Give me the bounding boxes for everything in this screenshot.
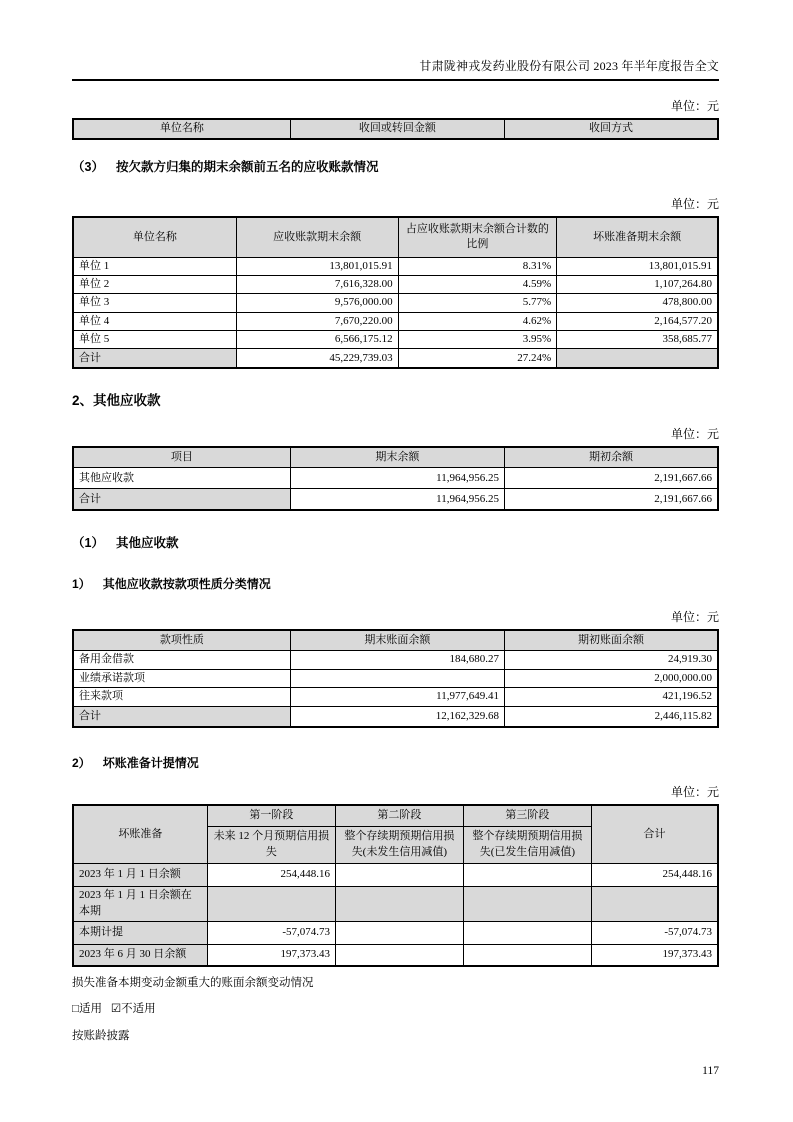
column-header: 应收账款期末余额 xyxy=(236,217,398,257)
corner-header: 坏账准备 xyxy=(73,805,207,863)
column-header: 收回方式 xyxy=(504,119,718,139)
applicable-checkbox-label: □适用 xyxy=(72,1003,102,1016)
other-receivables-heading: 2、其他应收款 xyxy=(72,392,161,408)
table-header-row xyxy=(73,119,718,139)
row-label-cell: 本期计提 xyxy=(73,921,207,944)
amount-cell xyxy=(207,886,335,921)
change-note: 损失准备本期变动金额重大的账面余额变动情况 xyxy=(72,977,314,990)
unit-label: 单位：元 xyxy=(670,99,719,113)
recovery-table xyxy=(72,118,719,140)
table-row xyxy=(73,669,718,687)
row-label-cell: 2023 年 6 月 30 日余额 xyxy=(73,944,207,966)
top5-section-heading xyxy=(72,157,719,175)
entity-cell: 单位 4 xyxy=(73,312,236,330)
column-header: 项目 xyxy=(73,447,290,468)
total-cell: -57,074.73 xyxy=(592,921,718,944)
column-header: 坏账准备期末余额 xyxy=(557,217,718,257)
amount-cell: 6,566,175.12 xyxy=(236,331,398,349)
unit-label: 单位：元 xyxy=(670,609,719,624)
provision-cell: 358,685.77 xyxy=(557,331,718,349)
item-cell: 往来款项 xyxy=(73,688,290,706)
applicability-line xyxy=(72,1000,719,1016)
table-header-row xyxy=(73,805,718,826)
column-header: 期初余额 xyxy=(504,447,718,468)
amount-cell: 45,229,739.03 xyxy=(236,349,398,368)
ratio-cell: 4.62% xyxy=(398,312,557,330)
ratio-cell: 4.59% xyxy=(398,275,557,293)
provision-cell: 1,107,264.80 xyxy=(557,275,718,293)
other-receivables-summary-table xyxy=(72,446,719,511)
provision-cell: 2,164,577.20 xyxy=(557,312,718,330)
amount-cell: -57,074.73 xyxy=(207,921,335,944)
stage-subheader: 整个存续期预期信用损失(已发生信用减值) xyxy=(463,826,591,863)
unit-label: 单位：元 xyxy=(670,426,719,441)
stage-header: 第三阶段 xyxy=(463,805,591,826)
amount-cell xyxy=(336,886,464,921)
nature-classification-table xyxy=(72,629,719,728)
amount-cell: 421,196.52 xyxy=(504,688,718,706)
column-header: 款项性质 xyxy=(73,630,290,651)
total-label-cell: 合计 xyxy=(73,706,290,727)
table-row xyxy=(73,468,718,489)
amount-cell: 197,373.43 xyxy=(207,944,335,966)
amount-cell: 254,448.16 xyxy=(207,863,335,886)
item-cell: 其他应收款 xyxy=(73,468,290,489)
entity-cell: 单位 1 xyxy=(73,257,236,275)
amount-cell: 2,000,000.00 xyxy=(504,669,718,687)
sub-heading-bad-debt-provision xyxy=(72,754,719,771)
total-cell xyxy=(592,886,718,921)
sub-heading-nature-classification xyxy=(72,575,719,592)
amount-cell: 24,919.30 xyxy=(504,651,718,669)
column-header: 期末余额 xyxy=(290,447,504,468)
amount-cell xyxy=(463,886,591,921)
table-header-row xyxy=(73,630,718,651)
row-label-cell: 2023 年 1 月 1 日余额在本期 xyxy=(73,886,207,921)
bad-debt-provision-table xyxy=(72,804,719,967)
amount-cell: 2,191,667.66 xyxy=(504,468,718,489)
amount-cell: 7,616,328.00 xyxy=(236,275,398,293)
provision-cell: 478,800.00 xyxy=(557,294,718,312)
column-header: 单位名称 xyxy=(73,217,236,257)
report-header-title: 甘肃陇神戎发药业股份有限公司 2023 年半年度报告全文 xyxy=(72,0,719,81)
ratio-cell: 27.24% xyxy=(398,349,557,368)
total-label-cell: 合计 xyxy=(73,349,236,368)
ratio-cell: 3.95% xyxy=(398,331,557,349)
table-row xyxy=(73,331,718,349)
total-row xyxy=(73,349,718,368)
column-header: 占应收账款期末余额合计数的比例 xyxy=(398,217,557,257)
table-row xyxy=(73,257,718,275)
heading-text: 按欠款方归集的期末余额前五名的应收账款情况 xyxy=(115,160,379,174)
heading-text: 其他应收款按款项性质分类情况 xyxy=(102,576,271,591)
amount-cell: 11,964,956.25 xyxy=(290,468,504,489)
amount-cell xyxy=(336,863,464,886)
amount-cell xyxy=(336,944,464,966)
amount-cell xyxy=(290,669,504,687)
item-cell: 业绩承诺款项 xyxy=(73,669,290,687)
stage-subheader: 未来 12 个月预期信用损失 xyxy=(207,826,335,863)
table-row xyxy=(73,688,718,706)
table-row xyxy=(73,944,718,966)
entity-cell: 单位 2 xyxy=(73,275,236,293)
not-applicable-checkbox-label: ☑不适用 xyxy=(110,1003,156,1016)
provision-cell xyxy=(557,349,718,368)
amount-cell xyxy=(463,863,591,886)
amount-cell: 12,162,329.68 xyxy=(290,706,504,727)
page-content xyxy=(72,0,719,1077)
total-row xyxy=(73,706,718,727)
amount-cell xyxy=(463,921,591,944)
ratio-cell: 5.77% xyxy=(398,294,557,312)
entity-cell: 单位 5 xyxy=(73,331,236,349)
table-row xyxy=(73,275,718,293)
heading-number: 2） xyxy=(72,756,91,771)
sub-heading-other-receivables xyxy=(72,533,719,551)
amount-cell: 184,680.27 xyxy=(290,651,504,669)
amount-cell xyxy=(336,921,464,944)
amount-cell xyxy=(463,944,591,966)
amount-cell: 11,977,649.41 xyxy=(290,688,504,706)
table-row xyxy=(73,921,718,944)
table-row xyxy=(73,863,718,886)
amount-cell: 11,964,956.25 xyxy=(290,489,504,510)
column-header: 期末账面余额 xyxy=(290,630,504,651)
top5-receivables-table xyxy=(72,216,719,369)
stage-subheader: 整个存续期预期信用损失(未发生信用减值) xyxy=(336,826,464,863)
amount-cell: 13,801,015.91 xyxy=(236,257,398,275)
heading-number: 1） xyxy=(72,576,91,591)
total-cell: 254,448.16 xyxy=(592,863,718,886)
heading-number: （1） xyxy=(72,535,104,550)
item-cell: 备用金借款 xyxy=(73,651,290,669)
provision-cell: 13,801,015.91 xyxy=(557,257,718,275)
heading-text: 坏账准备计提情况 xyxy=(102,756,199,771)
total-header: 合计 xyxy=(592,805,718,863)
total-row xyxy=(73,489,718,510)
page-number: 117 xyxy=(702,1065,719,1078)
table-row xyxy=(73,886,718,921)
unit-label: 单位：元 xyxy=(670,197,719,211)
heading-number: （3） xyxy=(72,160,104,174)
column-header: 期初账面余额 xyxy=(504,630,718,651)
entity-cell: 单位 3 xyxy=(73,294,236,312)
amount-cell: 2,191,667.66 xyxy=(504,489,718,510)
stage-header: 第一阶段 xyxy=(207,805,335,826)
total-cell: 197,373.43 xyxy=(592,944,718,966)
ratio-cell: 8.31% xyxy=(398,257,557,275)
total-label-cell: 合计 xyxy=(73,489,290,510)
amount-cell: 7,670,220.00 xyxy=(236,312,398,330)
table-row xyxy=(73,312,718,330)
table-header-row xyxy=(73,217,718,257)
heading-text: 其他应收款 xyxy=(115,535,179,550)
column-header: 收回或转回金额 xyxy=(290,119,504,139)
table-row xyxy=(73,294,718,312)
amount-cell: 9,576,000.00 xyxy=(236,294,398,312)
aging-note: 按账龄披露 xyxy=(72,1030,130,1043)
amount-cell: 2,446,115.82 xyxy=(504,706,718,727)
table-row xyxy=(73,651,718,669)
table-header-row xyxy=(73,447,718,468)
stage-header: 第二阶段 xyxy=(336,805,464,826)
column-header: 单位名称 xyxy=(73,119,290,139)
row-label-cell: 2023 年 1 月 1 日余额 xyxy=(73,863,207,886)
unit-label: 单位：元 xyxy=(670,785,719,800)
